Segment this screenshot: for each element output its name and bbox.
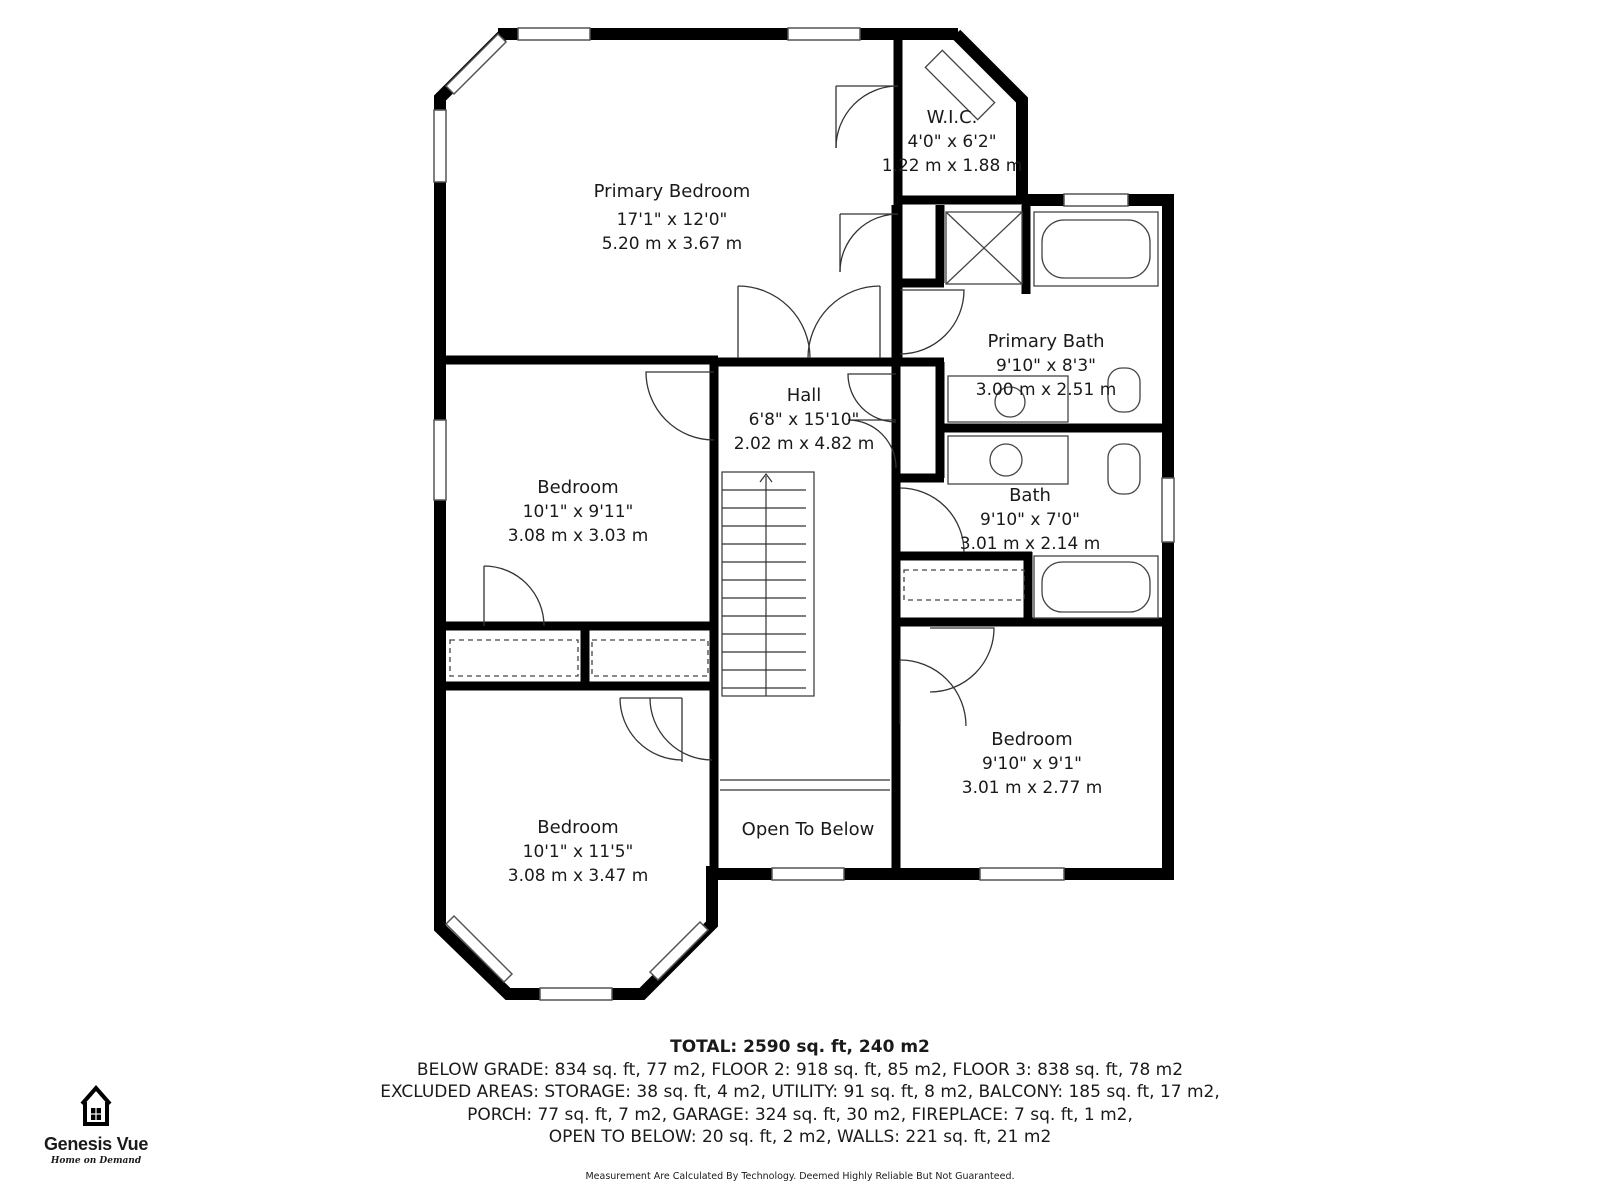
room-dim-metric: 3.08 m x 3.03 m	[507, 526, 649, 546]
room-dim-imperial: 17'1" x 12'0"	[616, 210, 728, 230]
room-bath	[960, 484, 1101, 556]
room-name: Open To Below	[741, 819, 875, 840]
room-name: Bedroom	[537, 477, 619, 498]
house-icon	[79, 1084, 113, 1128]
room-dim-metric: 1.22 m x 1.88 m	[881, 156, 1023, 176]
room-dim-imperial: 10'1" x 11'5"	[522, 842, 634, 862]
room-dim-metric: 3.08 m x 3.47 m	[507, 866, 649, 886]
genesis-vue-logo	[34, 1084, 158, 1174]
room-dim-metric: 3.00 m x 2.51 m	[975, 380, 1117, 400]
room-dim-metric: 3.01 m x 2.14 m	[959, 534, 1101, 554]
room-primary-bath	[976, 330, 1117, 402]
area-totals	[0, 1036, 1600, 1149]
room-name: Bedroom	[537, 817, 619, 838]
room-bedroom-3	[962, 728, 1103, 800]
total-area: TOTAL: 2590 sq. ft, 240 m2	[670, 1037, 930, 1057]
room-bedroom-2	[508, 476, 649, 548]
totals-line-1: BELOW GRADE: 834 sq. ft, 77 m2, FLOOR 2: 918 sq. ft, 85 m2, FLOOR 3: 838 sq. ft, 78 m2	[416, 1059, 1184, 1080]
room-primary-bedroom	[594, 180, 751, 256]
room-dim-imperial: 9'10" x 8'3"	[996, 356, 1096, 376]
room-bedroom-4	[508, 816, 649, 888]
totals-line-3: PORCH: 77 sq. ft, 7 m2, GARAGE: 324 sq. ft, 30 m2, FIREPLACE: 7 sq. ft, 1 m2,	[467, 1104, 1133, 1125]
room-dim-imperial: 9'10" x 9'1"	[982, 754, 1082, 774]
room-name: Primary Bedroom	[593, 181, 751, 202]
staircase	[720, 472, 890, 790]
room-open-to-below	[742, 818, 875, 842]
disclaimer: Measurement Are Calculated By Technology. Deemed Highly Reliable But Not Guaranteed.	[585, 1171, 1015, 1182]
logo-brand: Genesis Vue	[43, 1134, 149, 1154]
room-name: Hall	[786, 385, 822, 406]
room-dim-metric: 2.02 m x 4.82 m	[733, 434, 875, 454]
room-dim-metric: 5.20 m x 3.67 m	[601, 234, 743, 254]
room-dim-metric: 3.01 m x 2.77 m	[961, 778, 1103, 798]
room-dim-imperial: 6'8" x 15'10"	[748, 410, 860, 430]
room-dim-imperial: 4'0" x 6'2"	[907, 132, 997, 152]
totals-line-4: OPEN TO BELOW: 20 sq. ft, 2 m2, WALLS: 221 sq. ft, 21 m2	[548, 1127, 1052, 1147]
room-name: Bedroom	[991, 729, 1073, 750]
logo-tagline: Home on Demand	[50, 1156, 142, 1166]
room-name: Primary Bath	[987, 331, 1105, 352]
room-dim-imperial: 9'10" x 7'0"	[980, 510, 1080, 530]
room-wic	[882, 106, 1023, 178]
totals-line-2: EXCLUDED AREAS: STORAGE: 38 sq. ft, 4 m2, UTILITY: 91 sq. ft, 8 m2, BALCONY: 185 sq. ft, 17 m2,	[380, 1082, 1220, 1102]
room-hall	[734, 384, 875, 456]
room-dim-imperial: 10'1" x 9'11"	[522, 502, 634, 522]
room-name: W.I.C.	[926, 107, 978, 128]
room-name: Bath	[1009, 485, 1051, 506]
